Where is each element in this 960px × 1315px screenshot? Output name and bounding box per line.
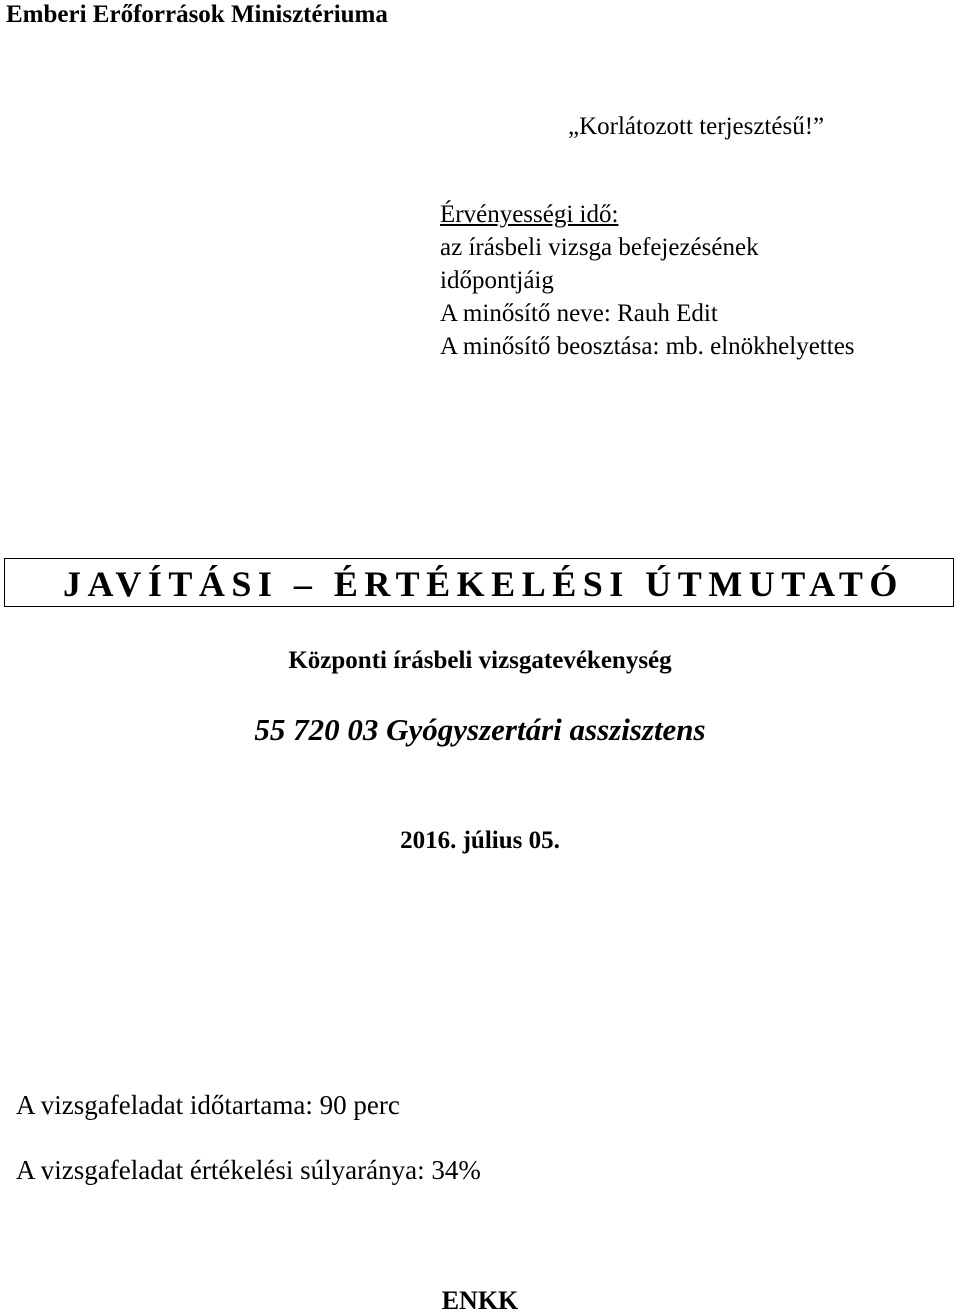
- validity-label: Érvényességi idő:: [440, 201, 619, 228]
- validity-line-2: időpontjáig: [440, 267, 554, 294]
- exam-weight: A vizsgafeladat értékelési súlyaránya: 34%: [16, 1155, 481, 1185]
- document-subtitle: Központi írásbeli vizsgatevékenység: [288, 647, 672, 674]
- validity-line-1: az írásbeli vizsga befejezésének: [440, 234, 759, 261]
- footer-org: ENKK: [441, 1286, 519, 1315]
- profession-title: 55 720 03 Gyógyszertári asszisztens: [254, 712, 706, 747]
- title-box: [4, 558, 954, 607]
- restriction-notice: „Korlátozott terjesztésű!”: [568, 113, 825, 140]
- classifier-position: A minősítő beosztása: mb. elnökhelyettes: [440, 333, 855, 360]
- classifier-name: A minősítő neve: Rauh Edit: [440, 300, 718, 327]
- validity-block: [440, 198, 855, 363]
- ministry-name: Emberi Erőforrások Minisztériuma: [6, 1, 388, 28]
- document-title: JAVÍTÁSI – ÉRTÉKELÉSI ÚTMUTATÓ: [63, 564, 904, 604]
- exam-duration: A vizsgafeladat időtartama: 90 perc: [16, 1090, 400, 1120]
- exam-date: 2016. július 05.: [400, 827, 560, 854]
